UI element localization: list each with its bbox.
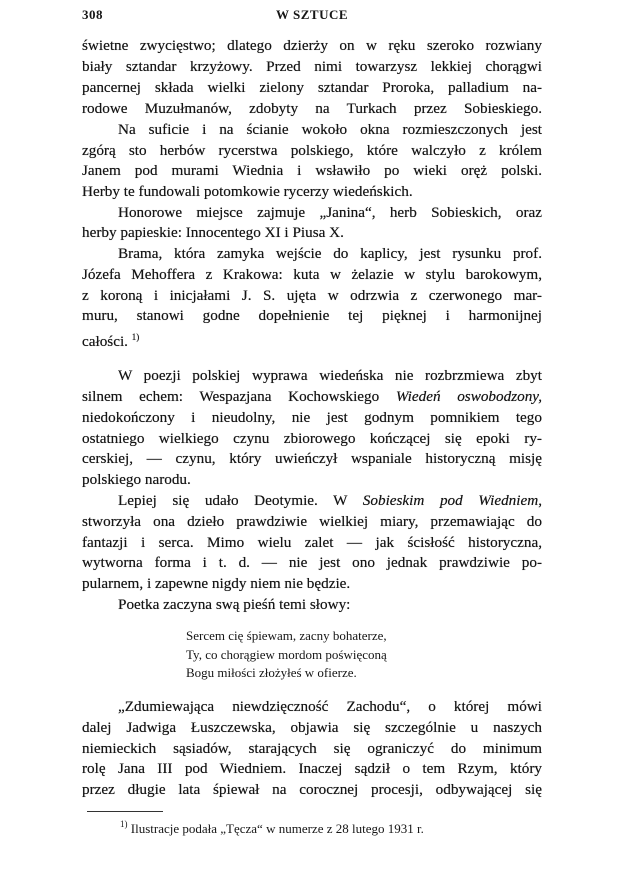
- line-text: silnem echem: Wespazjana Kochowskiego: [82, 388, 396, 405]
- text-line: [118, 244, 542, 264]
- text-line: [82, 99, 542, 119]
- line-text: Lepiej się udało Deotymie. W: [118, 492, 363, 509]
- text-line: [82, 780, 542, 800]
- line-text: Janem pod murami Wiednia i wsławiło po wieki oręż polski.: [82, 162, 542, 179]
- line-text: ostatniego wielkiego czynu zbiorowego kończącej się epoki ry-: [82, 430, 542, 447]
- footnote-marker: 1): [120, 819, 128, 829]
- text-line: [118, 697, 542, 717]
- line-text: Herby te fundowali potomkowie rycerzy wiedeńskich.: [82, 183, 413, 200]
- text-line: [82, 533, 542, 553]
- line-text: W poezji polskiej wyprawa wiedeńska nie rozbrzmiewa zbyt: [118, 367, 542, 384]
- line-text: zgórą sto herbów rycerstwa polskiego, które walczyło z królem: [82, 142, 542, 159]
- line-text: niemieckich sąsiadów, starających się ograniczyć do minimum: [82, 740, 542, 757]
- line-text: polskiego narodu.: [82, 471, 191, 488]
- text-line: [82, 306, 542, 326]
- running-title: W SZTUCE: [276, 7, 349, 22]
- text-line: [82, 470, 542, 490]
- text-line: [82, 286, 542, 306]
- footnote: [120, 819, 424, 837]
- line-text: Brama, która zamyka wejście do kaplicy, jest rysunku prof.: [118, 245, 542, 262]
- line-text: wytworna forma i t. d. — nie jest ono jednak prawdziwie po-: [82, 554, 542, 571]
- text-line: [82, 553, 542, 573]
- text-line: [82, 36, 542, 56]
- text-line: [82, 449, 542, 469]
- text-line: [118, 120, 542, 140]
- line-text: Na suficie i na ścianie wokoło okna rozmieszczonych jest: [118, 121, 542, 138]
- text-line: [82, 141, 542, 161]
- line-text: rodowe Muzułmanów, zdobyty na Turkach przez Sobieskiego.: [82, 100, 542, 117]
- text-line: [82, 327, 542, 352]
- text-line: [82, 739, 542, 759]
- line-text: biały sztandar krzyżowy. Przed nimi towarzysz lekkiej chorągwi: [82, 58, 542, 75]
- italic-title: Sobieskim pod Wiedniem: [362, 492, 539, 509]
- line-text: dalej Jadwiga Łuszczewska, objawia się szczególnie u naszych: [82, 719, 542, 736]
- footnote-separator: [87, 811, 163, 812]
- line-text: przez długie lata śpiewał na corocznej procesji, odbywającej się: [82, 781, 542, 798]
- line-text: niedokończony i nieudolny, nie jest godnym pomnikiem tego: [82, 409, 542, 426]
- text-line: [82, 429, 542, 449]
- text-line: [82, 161, 542, 181]
- text-line: [82, 574, 542, 594]
- text-line: [118, 595, 542, 615]
- line-text: Józefa Mehoffera z Krakowa: kuta w żelazie w stylu barokowym,: [82, 266, 542, 283]
- line-text: Honorowe miejsce zajmuje „Janina“, herb Sobieskich, oraz: [118, 204, 542, 221]
- verse-line: Sercem cię śpiewam, zacny bohaterze,: [186, 628, 387, 643]
- line-text: fantazji i serca. Mimo wielu zalet — jak ścisłość historyczna,: [82, 534, 542, 551]
- line-text: stworzyła ona dzieło prawdziwie wielkiej miary, przemawiając do: [82, 513, 542, 530]
- text-line: [82, 759, 542, 779]
- footnote-reference: 1): [131, 332, 140, 342]
- line-text: Poetka zaczyna swą pieśń temi słowy:: [118, 596, 351, 613]
- line-text: rolę Jana III pod Wiedniem. Inaczej sądził o tem Rzym, który: [82, 760, 542, 777]
- text-line: [82, 265, 542, 285]
- line-text: z koroną i inicjałami J. S. ujęta w odrzwia z czerwonego mar-: [82, 287, 542, 304]
- line-text: całości.: [82, 333, 128, 350]
- verse-line: Bogu miłości złożyłeś w ofierze.: [186, 665, 357, 680]
- text-line: [82, 512, 542, 532]
- text-line: [82, 223, 542, 243]
- text-line: [118, 491, 542, 511]
- text-line: [82, 78, 542, 98]
- text-line: [82, 718, 542, 738]
- line-text: pancernej składa wielki zielony sztandar Proroka, palladium na-: [82, 79, 542, 96]
- line-text: muru, stanowi godne dopełnienie tej pięknej i harmonijnej: [82, 307, 542, 324]
- text-line: [118, 366, 542, 386]
- text-line: [118, 203, 542, 223]
- footnote-text: Ilustracje podała „Tęcza“ w numerze z 28 lutego 1931 r.: [127, 821, 424, 836]
- text-line: [82, 408, 542, 428]
- text-line: [82, 57, 542, 77]
- line-text: pularnem, i zapewne nigdy niem nie będzie.: [82, 575, 351, 592]
- italic-title: Wiedeń oswobodzony,: [395, 388, 542, 405]
- line-text: cerskiej, — czynu, który uwieńczył wspaniale historyczną misję: [82, 450, 542, 467]
- page-number: 308: [82, 7, 103, 22]
- text-line: [82, 387, 542, 407]
- line-text: „Zdumiewająca niewdzięczność Zachodu“, o której mówi: [118, 698, 542, 715]
- line-text: świetne zwycięstwo; dlatego dzierży on w ręku szeroko rozwiany: [82, 37, 542, 54]
- line-text: herby papieskie: Innocentego XI i Piusa X.: [82, 224, 344, 241]
- verse-line: Ty, co chorągiew mordom poświęconą: [186, 647, 387, 662]
- text-line: [82, 182, 542, 202]
- line-text: ,: [538, 492, 542, 509]
